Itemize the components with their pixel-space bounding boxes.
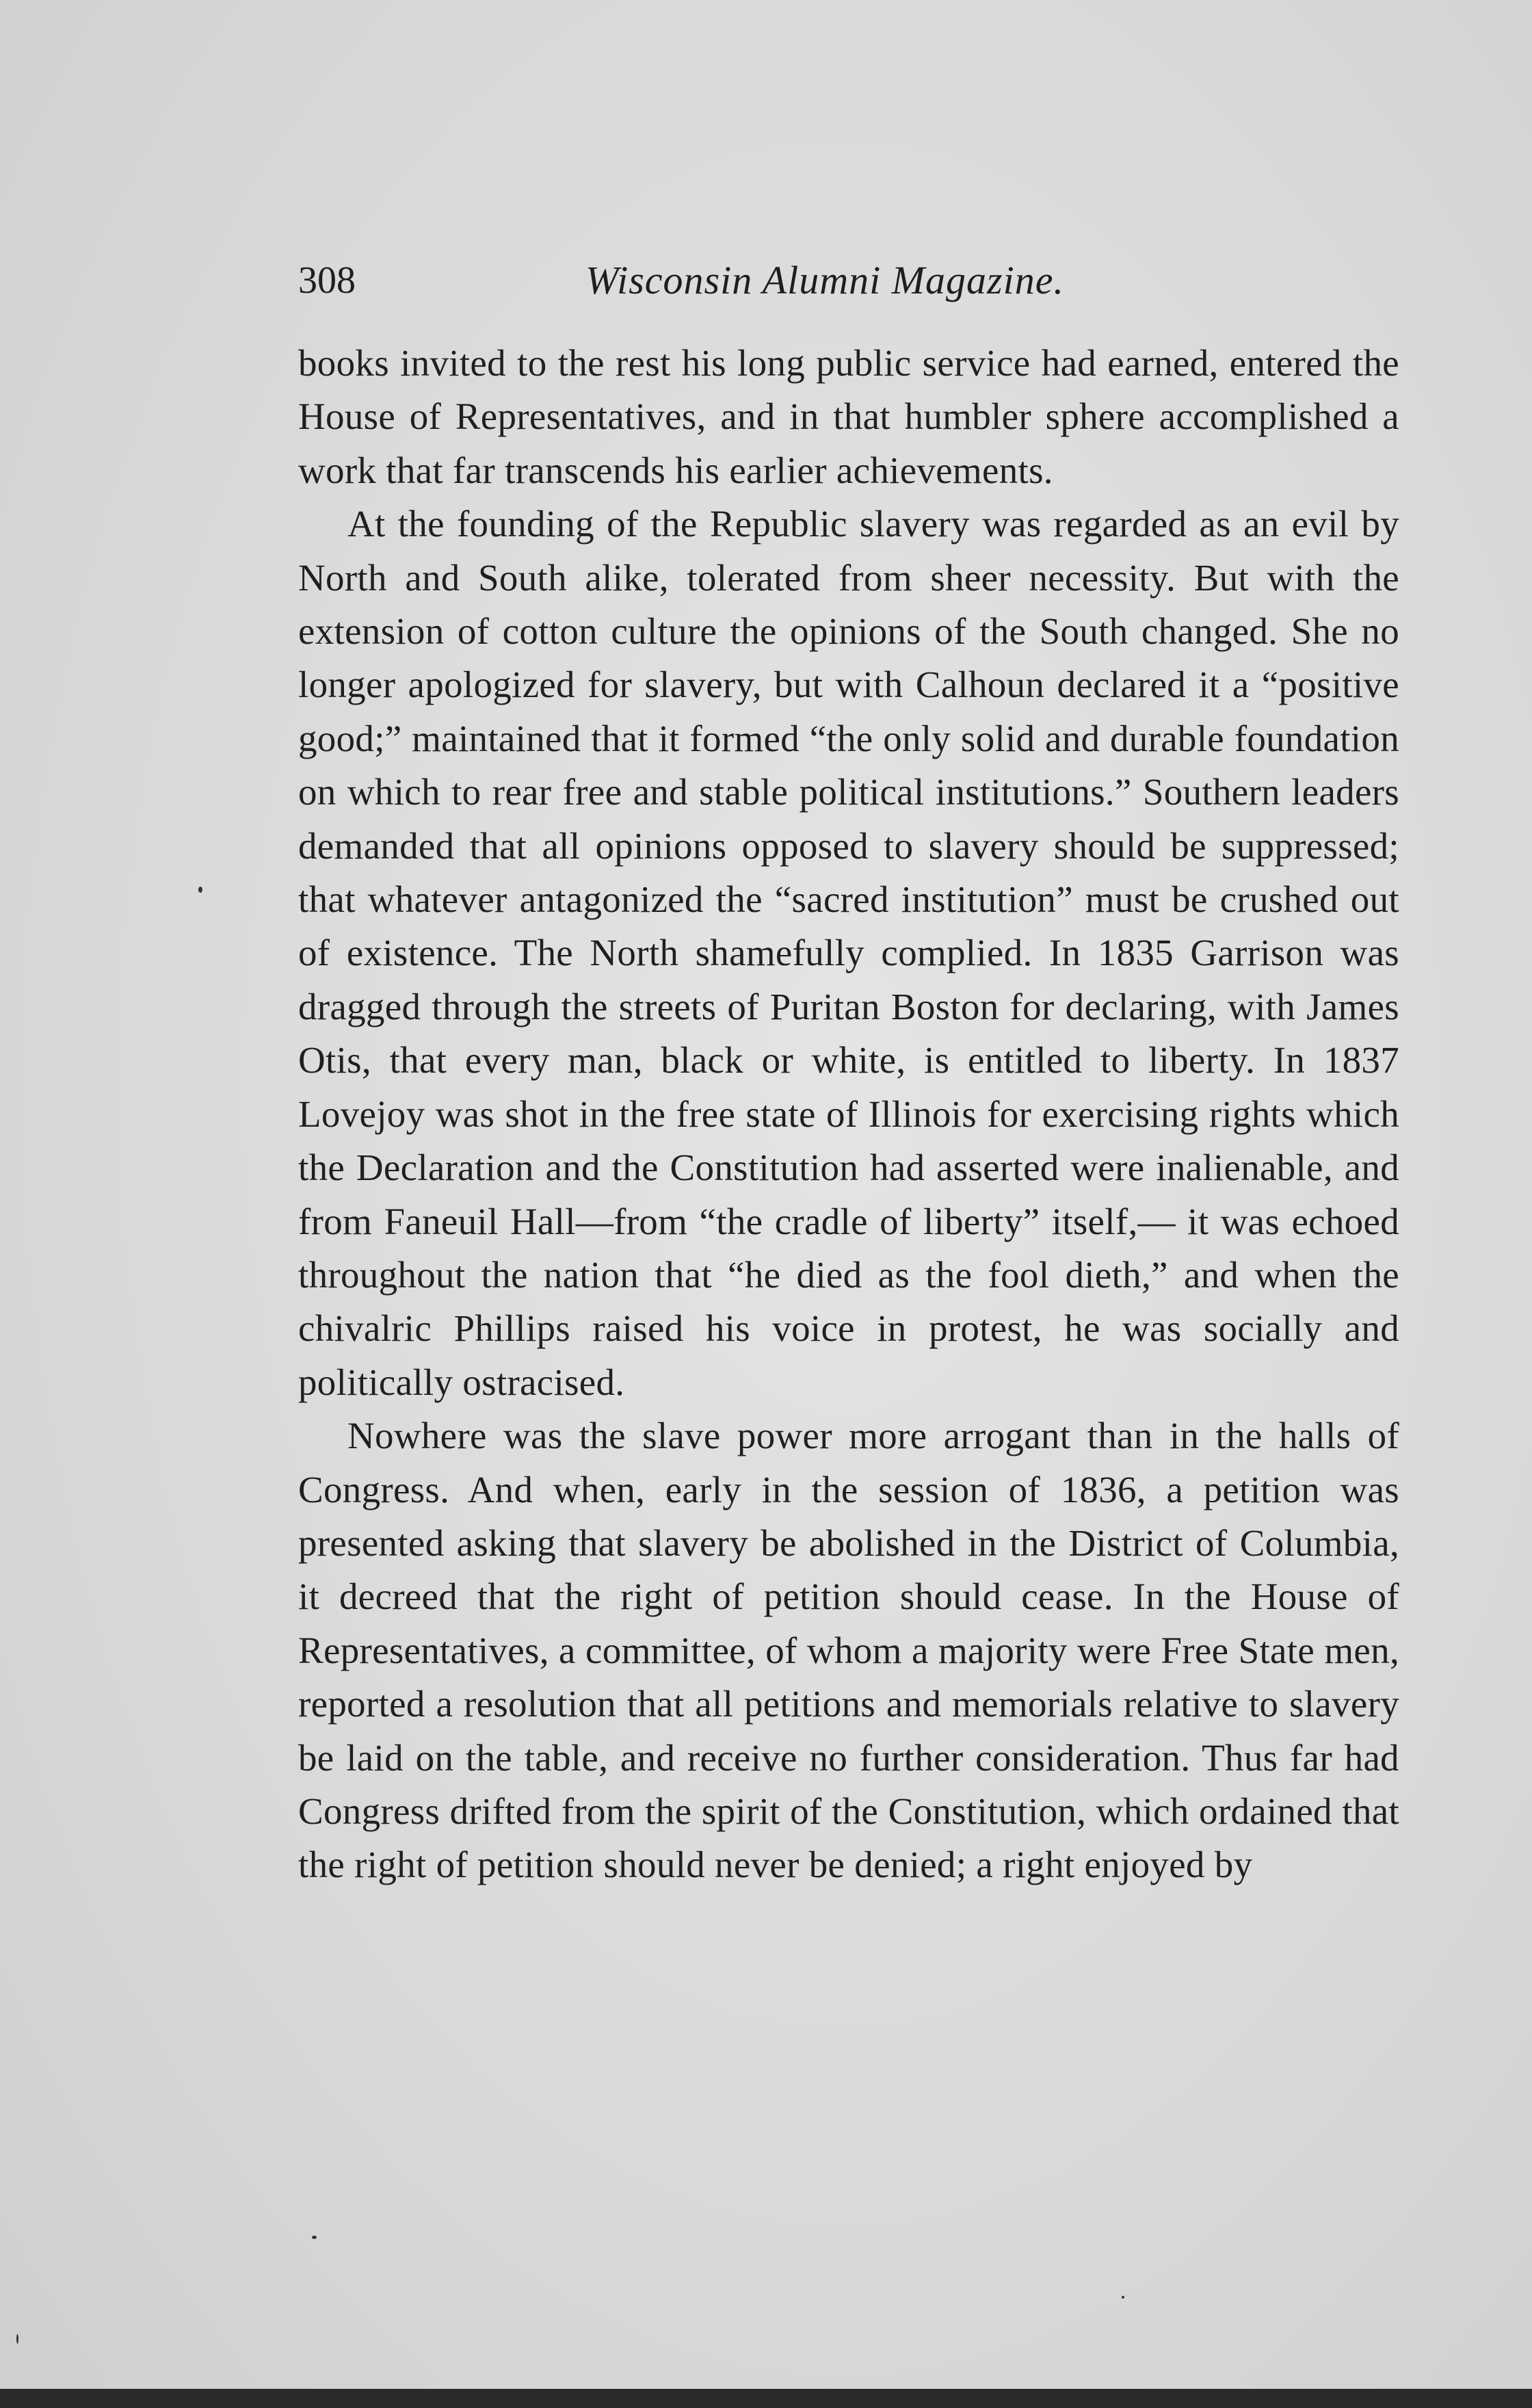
article-body — [298, 337, 1399, 1892]
paper-speck — [198, 887, 202, 893]
running-head — [298, 250, 1112, 311]
paper-speck — [1122, 2296, 1124, 2299]
page-number: 308 — [298, 259, 356, 302]
paper-speck — [16, 2334, 18, 2344]
paper-speck — [312, 2236, 317, 2239]
paragraph-continuation: books invited to the rest his long public service had earned, entered the House of Representatives, and in that humbler sphere accomplished a work that far transcends his earlier achievements. — [298, 342, 1399, 491]
journal-title: Wisconsin Alumni Magazine. — [585, 258, 1064, 302]
scan-bottom-edge — [0, 2389, 1532, 2408]
paragraph-congress-petition: Nowhere was the slave power more arrogant than in the halls of Congress. And when, early in the session of 1836, a petition was presented asking that slavery be abolished in the District of Columbia, it decreed that the right of petition should cease. In the House of Representatives, a committee, of whom a majority were Free State men, reported a resolution that all petitions and memorials relative to slavery be laid on the table, and receive no further consideration. Thus far had Congress drifted from the spirit of the Constitution, which ordained that the right of petition should never be denied; a right enjoyed by — [298, 1415, 1399, 1886]
paragraph-slavery-republic: At the founding of the Republic slavery was regarded as an evil by North and South alike, tolerated from sheer necessity. But with the extension of cotton culture the opinions of the South changed. She no longer apologized for slavery, but with Calhoun declared it a “positive good;” maintained that it formed “the only solid and durable foundation on which to rear free and stable political institutions.” Southern leaders demanded that all opinions opposed to slavery should be suppressed; that whatever antagonized the “sacred institution” must be crushed out of existence. The North shamefully complied. In 1835 Garrison was dragged through the streets of Puritan Boston for declaring, with James Otis, that every man, black or white, is entitled to liberty. In 1837 Lovejoy was shot in the free state of Illinois for exercising rights which the Declaration and the Constitution had asserted were inalienable, and from Faneuil Hall—from “the cradle of liberty” itself,— it was echoed throughout the nation that “he died as the fool dieth,” and when the chivalric Phillips raised his voice in protest, he was socially and politically ostracised. — [298, 503, 1399, 1403]
